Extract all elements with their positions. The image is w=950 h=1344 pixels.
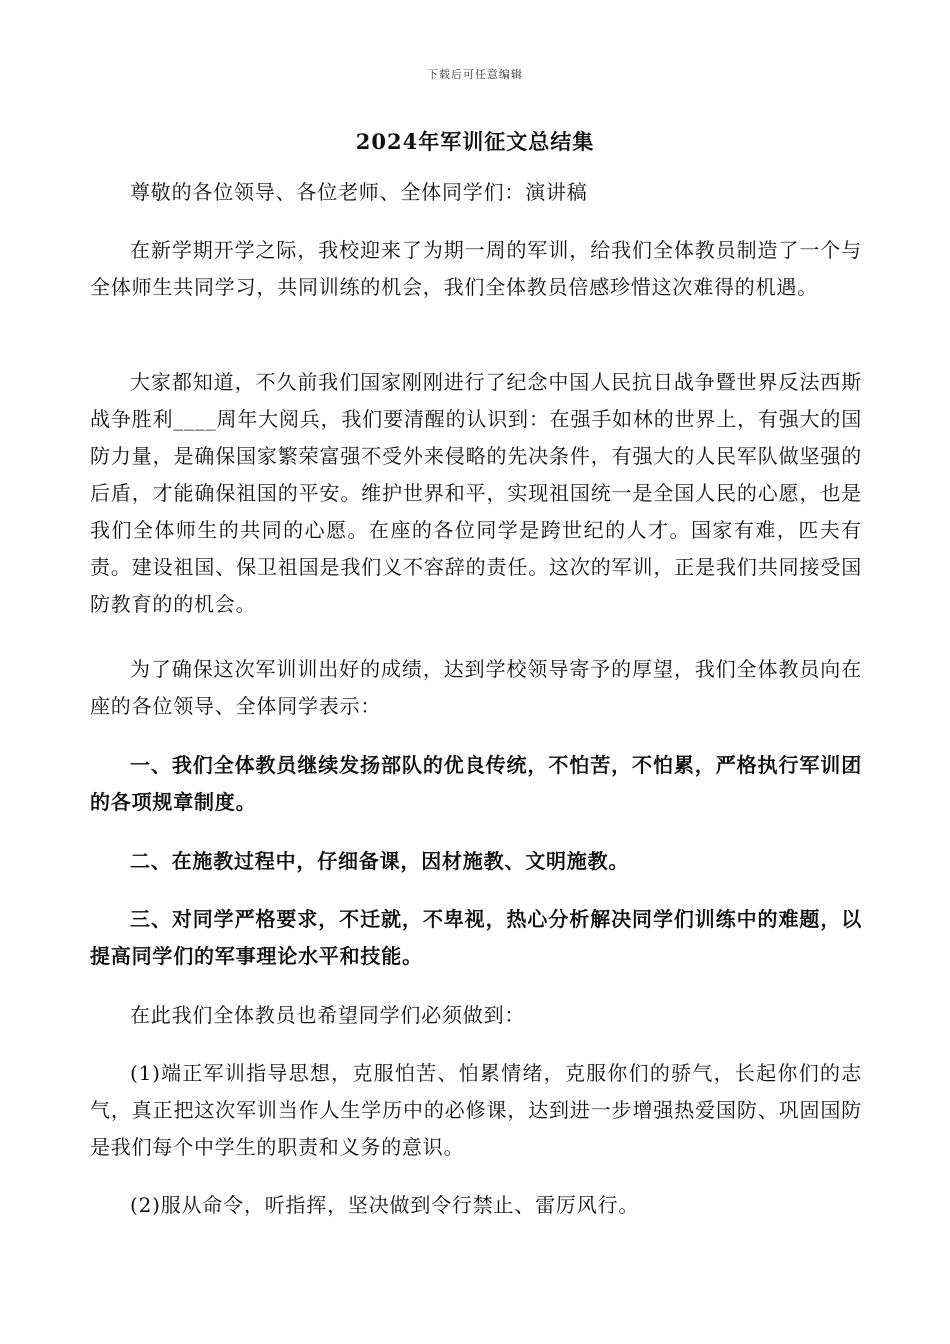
paragraph-block (90, 997, 862, 1034)
paragraph: 二、在施教过程中，仔细备课，因材施教、文明施教。 (130, 849, 630, 873)
paragraph: 尊敬的各位领导、各位老师、全体同学们：演讲稿 (130, 180, 588, 204)
commitment-2 (90, 843, 862, 880)
requirement-1 (90, 1055, 862, 1166)
paragraph-block (90, 651, 862, 725)
commitment-3 (90, 901, 862, 975)
paragraph-salutation (90, 174, 862, 211)
paragraph-block (90, 232, 862, 306)
paragraph: (1)端正军训指导思想，克服怕苦、怕累情绪，克服你们的骄气，长起你们的志气，真正把这次军训当作人生学历中的必修课，达到进一步增强热爱国防、巩固国防是我们每个中学生的职责和义务的意识。 (90, 1061, 862, 1159)
paragraph: 在此我们全体教员也希望同学们必须做到： (130, 1003, 526, 1027)
paragraph: 一、我们全体教员继续发扬部队的优良传统，不怕苦，不怕累，严格执行军训团的各项规章制度。 (90, 753, 862, 814)
commitment-1 (90, 747, 862, 821)
paragraph: (2)服从命令，听指挥，坚决做到令行禁止、雷厉风行。 (130, 1193, 640, 1217)
paragraph: 在新学期开学之际，我校迎来了为期一周的军训，给我们全体教员制造了一个与全体师生共同学习，共同训练的机会，我们全体教员倍感珍惜这次难得的机遇。 (90, 238, 862, 299)
paragraph: 为了确保这次军训训出好的成绩，达到学校领导寄予的厚望，我们全体教员向在座的各位领导、全体同学表示： (90, 657, 862, 718)
requirement-2 (90, 1187, 862, 1224)
paragraph: 三、对同学严格要求，不迁就，不卑视，热心分析解决同学们训练中的难题，以提高同学们的军事理论水平和技能。 (90, 907, 862, 968)
paragraph-block (90, 364, 862, 623)
page-header: 下载后可任意编辑 (427, 68, 523, 81)
paragraph: 大家都知道，不久前我们国家刚刚进行了纪念中国人民抗日战争暨世界反法西斯战争胜利____周年大阅兵，我们要清醒的认识到：在强手如林的世界上，有强大的国防力量，是确保国家繁荣富强不受外来侵略的先决条件，有强大的人民军队做坚强的后盾，才能确保祖国的平安。维护世界和平，实现祖国统一是全国人民的心愿，也是我们全体师生的共同的心愿。在座的各位同学是跨世纪的人才。国家有难，匹夫有责。建设祖国、保卫祖国是我们义不容辞的责任。这次的军训，正是我们共同接受国防教育的的机会。 (90, 370, 862, 616)
document-title: 2024年军训征文总结集 (355, 129, 595, 154)
